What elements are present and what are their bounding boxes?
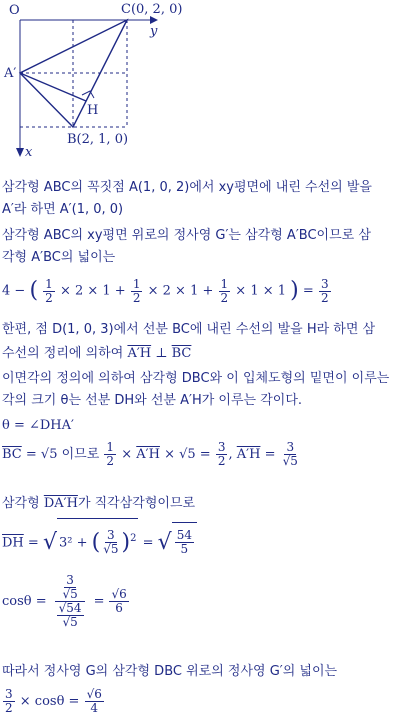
text-line-6: 한편, 점 D(1, 0, 3)에서 선분 BC에 내린 수선의 발을 H라 하면 삼 [2,322,376,337]
label-h: H [87,103,99,118]
text-line-10: θ = ∠DHA′ [2,418,74,433]
text-line-4: 각형 A′BC의 넓이는 [2,250,116,265]
text-line-15: 따라서 정사영 G의 삼각형 DBC 위로의 정사영 G′의 넓이는 [2,664,338,679]
y-axis-arrow [150,16,158,24]
label-y-axis: y [150,24,158,39]
text-line-12: 삼각형 DA′H가 직각삼각형이므로 [2,496,196,511]
bc-ah-equation: $\overline{BC} = √5$ 이므로 $\frac{1}{2}$ × A′H × √5 = $\frac{3}{2}$ , A′H = $\frac{3}{√5}$ [2,440,298,468]
final-equation: $\frac{3}{2}$ × cosθ = $\frac{√6}{4}$ [5,687,102,715]
x-axis-arrow [16,148,24,157]
text-line-1: 삼각형 ABC의 꼭짓점 A(1, 0, 2)에서 xy평면에 내린 수선의 발을 [2,180,372,195]
label-a-prime: A′ [4,66,17,81]
text-line-3: 삼각형 ABC의 xy평면 위로의 정사영 G′는 삼각형 A′BC이므로 삼 [2,228,371,243]
dh-equation: $\overline{DH}$ = √ 3² + ( $\frac{3}{√5}$ )$^2$ = √ $\frac{54}{5}$ [2,518,197,563]
label-x-axis: x [25,145,33,160]
text-line-9: 각의 크기 θ는 선분 DH와 선분 A′H가 이루는 각이다. [2,393,303,408]
area-equation: 4 − ( $\frac{1}{2}$ × 2 × 1 + $\frac{1}{2}$ × 2 × 1 + $\frac{1}{2}$ × 1 × 1 ) = $\frac{3}{2}$ [2,276,329,305]
text-line-2: A′라 하면 A′(1, 0, 0) [2,202,124,217]
text-line-8: 이면각의 정의에 의하여 삼각형 DBC와 이 입체도형의 밑면이 이루는 [2,371,390,386]
text-line-7: 수선의 정리에 의하여 A′H ⊥ $\overline{BC}$ [2,346,192,361]
label-origin: O [9,3,20,18]
cos-equation: cosθ = $\frac{\frac{3}{√5}}{\frac{√54}{√5}}$ = $\frac{√6}{6}$ [2,573,127,629]
label-c: C(0, 2, 0) [121,2,183,17]
label-b: B(2, 1, 0) [67,132,129,147]
segment-a-h [20,73,86,101]
